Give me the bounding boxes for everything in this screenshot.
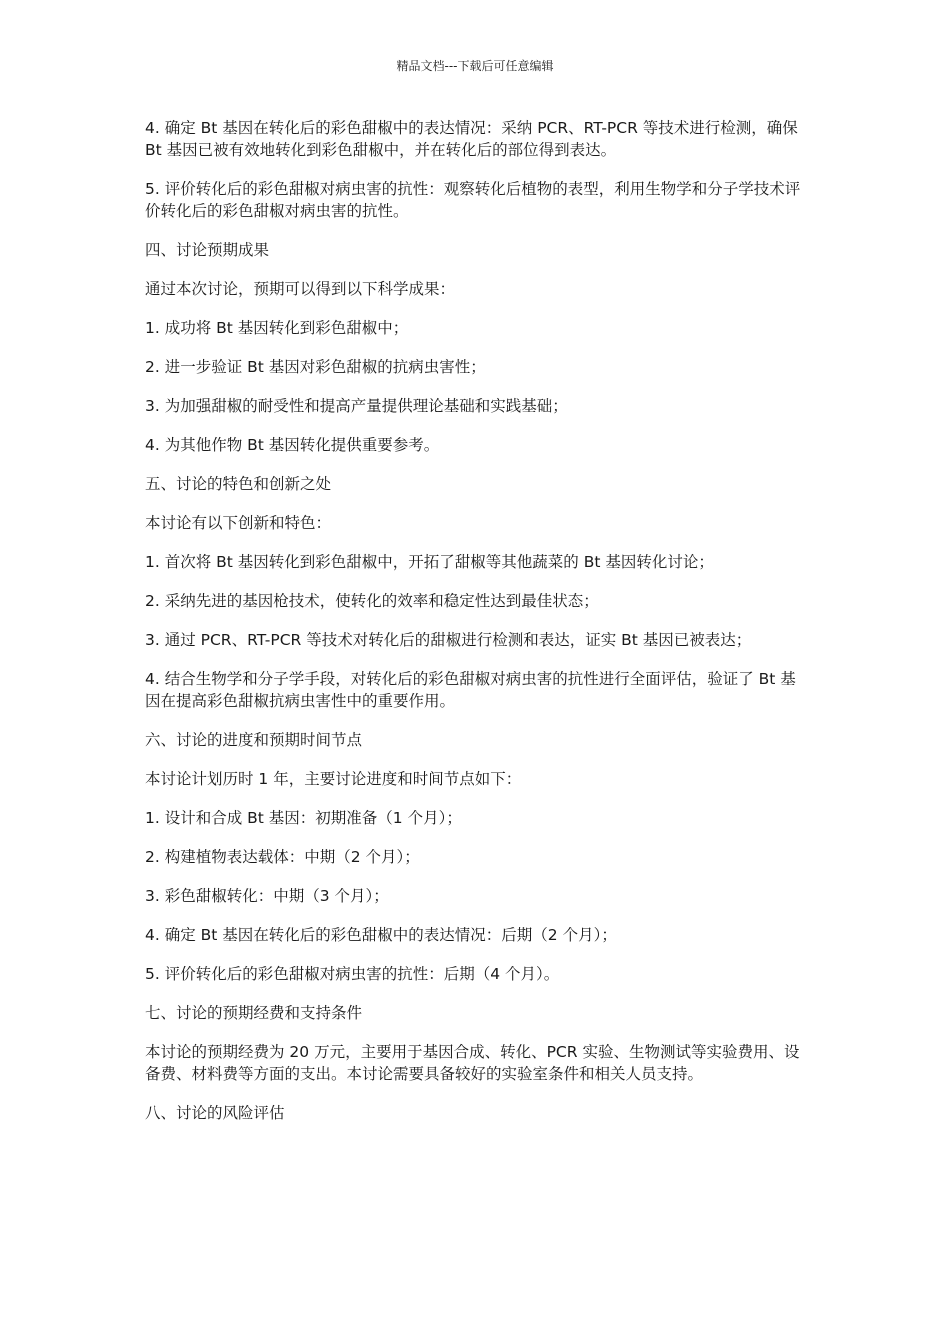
page-header: 精品文档---下载后可任意编辑 — [396, 59, 554, 73]
list-item-schedule-4: 4. 确定 Bt 基因在转化后的彩色甜椒中的表达情况：后期（2 个月）； — [145, 926, 617, 944]
paragraph-schedule-intro: 本讨论计划历时 1 年，主要讨论进度和时间节点如下： — [145, 770, 522, 788]
paragraph-results-intro: 通过本次讨论，预期可以得到以下科学成果： — [145, 280, 456, 298]
list-item-result-1: 1. 成功将 Bt 基因转化到彩色甜椒中； — [145, 319, 409, 337]
list-item-schedule-5: 5. 评价转化后的彩色甜椒对病虫害的抗性：后期（4 个月）。 — [145, 965, 560, 983]
section-heading-expected-results: 四、讨论预期成果 — [145, 241, 270, 259]
list-item-schedule-3: 3. 彩色甜椒转化：中期（3 个月）； — [145, 887, 389, 905]
paragraph-step-4-expression: 4. 确定 Bt 基因在转化后的彩色甜椒中的表达情况：采纳 PCR、RT-PCR 等技术进行检测，确保 Bt 基因已被有效地转化到彩色甜椒中，并在转化后的部位得到表达。 — [145, 119, 798, 159]
section-heading-innovation: 五、讨论的特色和创新之处 — [145, 475, 332, 493]
list-item-innovation-1: 1. 首次将 Bt 基因转化到彩色甜椒中，开拓了甜椒等其他蔬菜的 Bt 基因转化讨论； — [145, 553, 714, 571]
document-body — [145, 117, 805, 1141]
list-item-result-2: 2. 进一步验证 Bt 基因对彩色甜椒的抗病虫害性； — [145, 358, 486, 376]
paragraph-innovation-intro: 本讨论有以下创新和特色： — [145, 514, 332, 532]
paragraph-budget: 本讨论的预期经费为 20 万元，主要用于基因合成、转化、PCR 实验、生物测试等实验费用、设备费、材料费等方面的支出。本讨论需要具备较好的实验室条件和相关人员支持。 — [145, 1043, 800, 1083]
list-item-schedule-1: 1. 设计和合成 Bt 基因：初期准备（1 个月）； — [145, 809, 462, 827]
list-item-innovation-4: 4. 结合生物学和分子学手段，对转化后的彩色甜椒对病虫害的抗性进行全面评估，验证了 Bt 基因在提高彩色甜椒抗病虫害性中的重要作用。 — [145, 670, 796, 710]
list-item-schedule-2: 2. 构建植物表达载体：中期（2 个月）； — [145, 848, 420, 866]
section-heading-budget: 七、讨论的预期经费和支持条件 — [145, 1004, 363, 1022]
list-item-innovation-2: 2. 采纳先进的基因枪技术，使转化的效率和稳定性达到最佳状态； — [145, 592, 599, 610]
section-heading-schedule: 六、讨论的进度和预期时间节点 — [145, 731, 363, 749]
list-item-innovation-3: 3. 通过 PCR、RT-PCR 等技术对转化后的甜椒进行检测和表达，证实 Bt 基因已被表达； — [145, 631, 752, 649]
list-item-result-4: 4. 为其他作物 Bt 基因转化提供重要参考。 — [145, 436, 440, 454]
paragraph-step-5-resistance: 5. 评价转化后的彩色甜椒对病虫害的抗性：观察转化后植物的表型，利用生物学和分子学技术评价转化后的彩色甜椒对病虫害的抗性。 — [145, 180, 801, 220]
section-heading-risk: 八、讨论的风险评估 — [145, 1104, 285, 1122]
list-item-result-3: 3. 为加强甜椒的耐受性和提高产量提供理论基础和实践基础； — [145, 397, 568, 415]
